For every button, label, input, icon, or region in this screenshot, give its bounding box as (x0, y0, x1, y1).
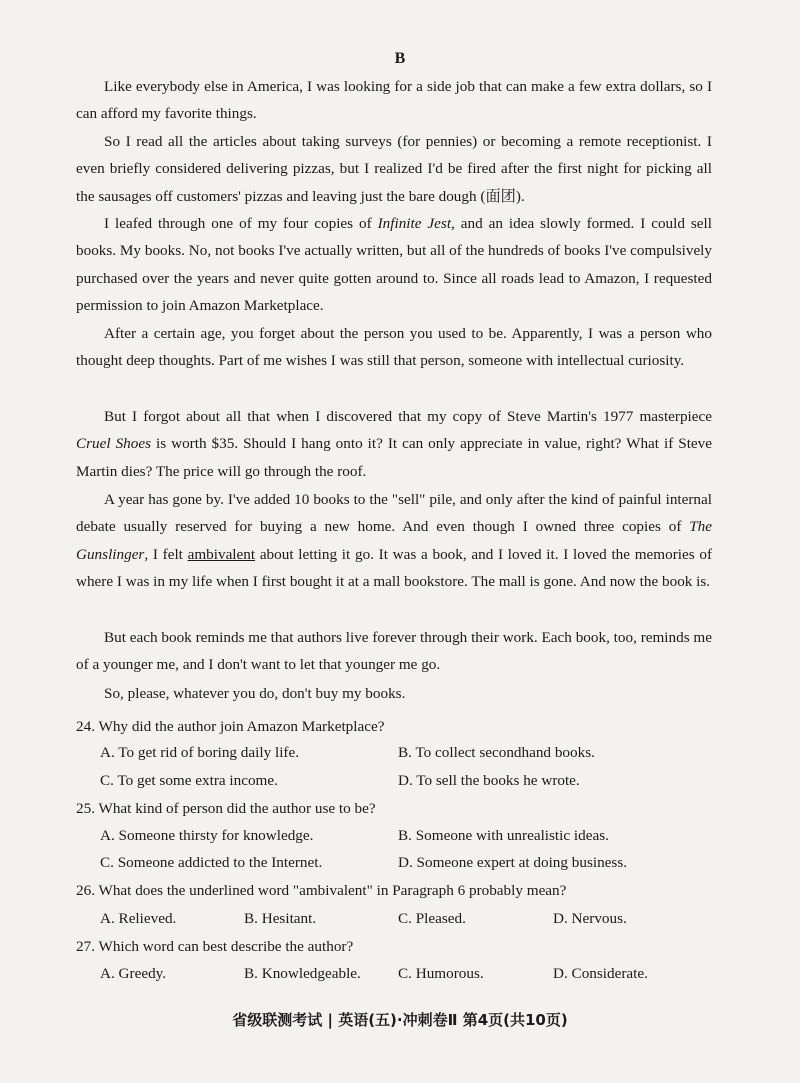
question-24-option-a: A. To get rid of boring daily life. (100, 744, 300, 761)
question-26-option-a: A. Relieved. (100, 910, 177, 927)
question-24-stem: 24. Why did the author join Amazon Marketplace? (76, 718, 385, 735)
paragraph-5: But I forgot about all that when I discovered that my copy of Steve Martin's 1977 masterpiece Cruel Shoes is worth $35. Should I hang onto it? It can only appreciate in value, right? What if Steve Martin dies? The price will go through the roof. (76, 408, 712, 480)
question-24-option-b: B. To collect secondhand books. (398, 744, 595, 761)
page-footer: 省级联测考试 | 英语(五)·冲刺卷Ⅱ 第4页(共10页) (232, 1011, 568, 1029)
paragraph-2: So I read all the articles about taking surveys (for pennies) or becoming a remote receptionist. I even briefly considered delivering pizzas, but I realized I'd be fired after the first night for picking all the sausages off customers' pizzas and leaving just the bare dough (面团). (76, 133, 712, 205)
paragraph-8: So, please, whatever you do, don't buy my books. (104, 685, 406, 702)
section-heading: B (394, 50, 406, 67)
question-25-stem: 25. What kind of person did the author use to be? (76, 800, 376, 817)
question-27-option-d: D. Considerate. (553, 965, 648, 982)
question-24-option-c: C. To get some extra income. (100, 772, 278, 789)
question-27-option-a: A. Greedy. (100, 965, 167, 982)
question-26-stem: 26. What does the underlined word "ambivalent" in Paragraph 6 probably mean? (76, 882, 567, 899)
paragraph-7: But each book reminds me that authors live forever through their work. Each book, too, reminds me of a younger me, and I don't want to let that younger me go. (76, 629, 712, 674)
paragraph-6: A year has gone by. I've added 10 books to the "sell" pile, and only after the kind of painful internal debate usually reserved for buying a new home. And even though I owned three copies of The Gunslinger, I felt ambivalent about letting it go. It was a book, and I loved it. I loved the memories of where I was in my life when I first bought it at a mall bookstore. The mall is gone. And now the book is. (76, 491, 713, 591)
paragraph-3: I leafed through one of my four copies of Infinite Jest, and an idea slowly formed. I could sell books. My books. No, not books I've actually written, but all of the hundreds of books I've compulsively purchased over the years and never quite gotten around to. Since all roads lead to Amazon, I requested permission to join Amazon Marketplace. (76, 215, 712, 315)
question-25-option-c: C. Someone addicted to the Internet. (100, 854, 323, 871)
question-27-stem: 27. Which word can best describe the author? (76, 938, 354, 955)
question-27-option-c: C. Humorous. (398, 965, 484, 982)
question-24-option-d: D. To sell the books he wrote. (398, 772, 580, 789)
paragraph-1: Like everybody else in America, I was looking for a side job that can make a few extra dollars, so I can afford my favorite things. (76, 78, 712, 123)
question-26-option-d: D. Nervous. (553, 910, 627, 927)
paragraph-4: After a certain age, you forget about the person you used to be. Apparently, I was a person who thought deep thoughts. Part of me wishes I was still that person, someone with intellectual curiosity. (76, 325, 712, 370)
question-25-option-a: A. Someone thirsty for knowledge. (100, 827, 314, 844)
question-26-option-b: B. Hesitant. (244, 910, 317, 927)
question-25-option-b: B. Someone with unrealistic ideas. (398, 827, 609, 844)
question-25-option-d: D. Someone expert at doing business. (398, 854, 628, 871)
question-27-option-b: B. Knowledgeable. (244, 965, 361, 982)
question-26-option-c: C. Pleased. (398, 910, 466, 927)
